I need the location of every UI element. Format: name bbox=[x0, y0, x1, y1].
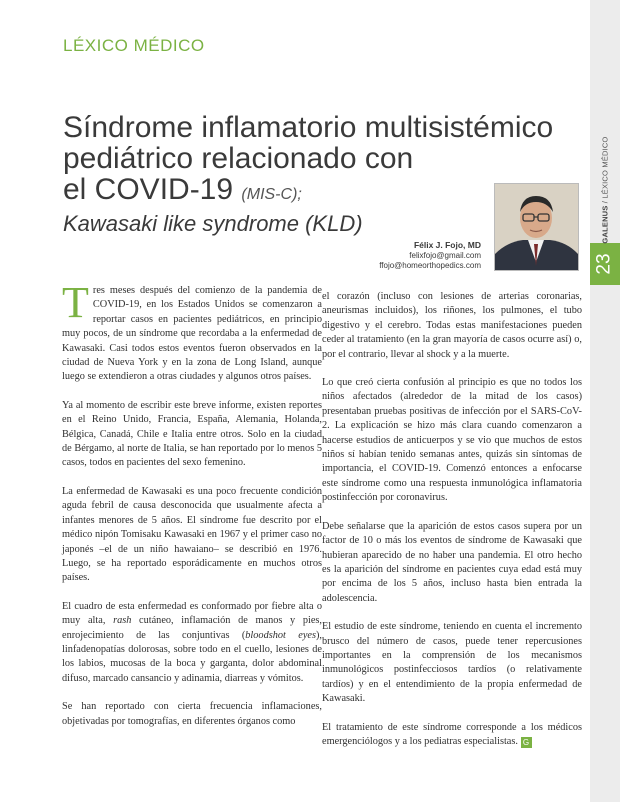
title-line-2: pediátrico relacionado con bbox=[63, 142, 414, 175]
author-block bbox=[379, 240, 481, 271]
title-line-3: el COVID-19 (MIS-C); bbox=[63, 173, 302, 206]
title-line-1: Síndrome inflamatorio multisistémico bbox=[63, 111, 554, 144]
paragraph-9: El estudio de este síndrome, teniendo en cuenta el incremento brusco del número de casos, puede tener repercusiones importantes en la comprensión de los mecanismos inmunológicos postinfecciosos tardíos (o relativamente tardíos) y en el entendimiento de la propia enfermedad de Kawasaki. bbox=[322, 621, 582, 705]
paragraph-1: Tres meses después del comienzo de la pandemia de COVID-19, en los Estados Unidos se comenzaron a reportar casos en pacientes pediátricos, en principio muy pocos, de un síndrome que recordaba a la enfermedad de Kawasaki. Casi todos estos eventos fueron observados en la ciudad de Nueva York y en la zona de Long Island, aunque luego se extendieron a otras ciudades y algunos otros países. bbox=[62, 278, 322, 383]
sidebar-strip bbox=[590, 0, 620, 802]
text-column-left bbox=[62, 278, 322, 743]
author-email-1: felixfojo@gmail.com bbox=[409, 251, 481, 260]
title-abbreviation: (MIS-C); bbox=[241, 186, 302, 203]
text-column-right bbox=[322, 290, 582, 763]
end-mark-icon: G bbox=[521, 737, 532, 748]
running-section: / LÉXICO MÉDICO bbox=[600, 136, 610, 204]
author-name: Félix J. Fojo, MD bbox=[413, 240, 481, 250]
paragraph-6: el corazón (incluso con lesiones de arterias coronarias, aneurismas incluidos), los riñones, los pulmones, el tubo digestivo y el cerebro. Todas estas manifestaciones pueden ceder al tratamiento (en la gran mayoría de casos ocurre así) o, por el contrario, llevar al shock y a la muerte. bbox=[322, 291, 582, 360]
paragraph-10: El tratamiento de este síndrome corresponde a los médicos emergenciólogos y a los pediatras especialistas. G bbox=[322, 721, 582, 747]
article-subtitle: Kawasaki like syndrome (KLD) bbox=[63, 211, 363, 236]
drop-cap: T bbox=[62, 278, 89, 327]
magazine-name: GALENUS bbox=[600, 205, 610, 244]
author-photo bbox=[494, 183, 579, 271]
paragraph-4: El cuadro de esta enfermedad es conformado por fiebre alta o muy alta, rash cutáneo, inflamación de manos y pies, enrojecimiento de las conjuntivas (bloodshot eyes), linfadenopatías dolorosas, sobre todo en el cuello, lesiones de los labios, mucosas de la boca y garganta, dolor abdominal difuso, marcado cansancio y adinamia, diarreas y vómitos. bbox=[62, 600, 322, 684]
paragraph-2: Ya al momento de escribir este breve informe, existen reportes en el Reino Unido, Francia, España, Alemania, Holanda, Bélgica, Canadá, Chile e Italia entre otros. Solo en la ciudad de Bérgamo, al norte de Italia, se han reportado por lo menos 5 casos, todos en pacientes del sexo femenino. bbox=[62, 399, 322, 469]
author-email-2: ffojo@homeorthopedics.com bbox=[379, 261, 481, 270]
page-number: 23 bbox=[593, 253, 615, 275]
running-header bbox=[601, 136, 610, 243]
paragraph-3: La enfermedad de Kawasaki es una poco frecuente condición aguda febril de causa desconocida que usualmente afecta a infantes menores de 5 años. El síndrome fue descrito por el médico nipón Tomisaku Kawasaki en 1967 y el primer caso no japonés –el de un niño hawaiano– se describió en 1976. Luego, se ha reportado esporádicamente en muchos otros países. bbox=[62, 485, 322, 584]
article-title bbox=[63, 112, 563, 210]
paragraph-8: Debe señalarse que la aparición de estos casos supera por un factor de 10 o más los eventos de síndrome de Kawasaki que hubieran aparecido de no haber una pandemia. El otro hecho es la aparición del síndrome en pacientes cuya edad está muy por encima de los 5 años, incluso hasta bien entrada la adolescencia. bbox=[322, 520, 582, 604]
paragraph-7: Lo que creó cierta confusión al principio es que no todos los niños afectados (alrededor de la mitad de los casos) presentaban pruebas positivas de infección por el SARS-CoV-2. La explicación se hizo más clara cuando comenzaron a hacerse estudios de anticuerpos y se vio que muchos de estos niños sí habían tenido semanas antes, quizás sin síntomas de importancia, el COVID-19. Comenzó entonces a enfocarse este síndrome como una respuesta inmunológica inflamatoria postinfección por coronavirus. bbox=[322, 377, 582, 504]
paragraph-5: Se han reportado con cierta frecuencia inflamaciones, objetivadas por tomografías, en diferentes órganos como bbox=[62, 701, 322, 727]
section-label: LÉXICO MÉDICO bbox=[63, 36, 205, 55]
